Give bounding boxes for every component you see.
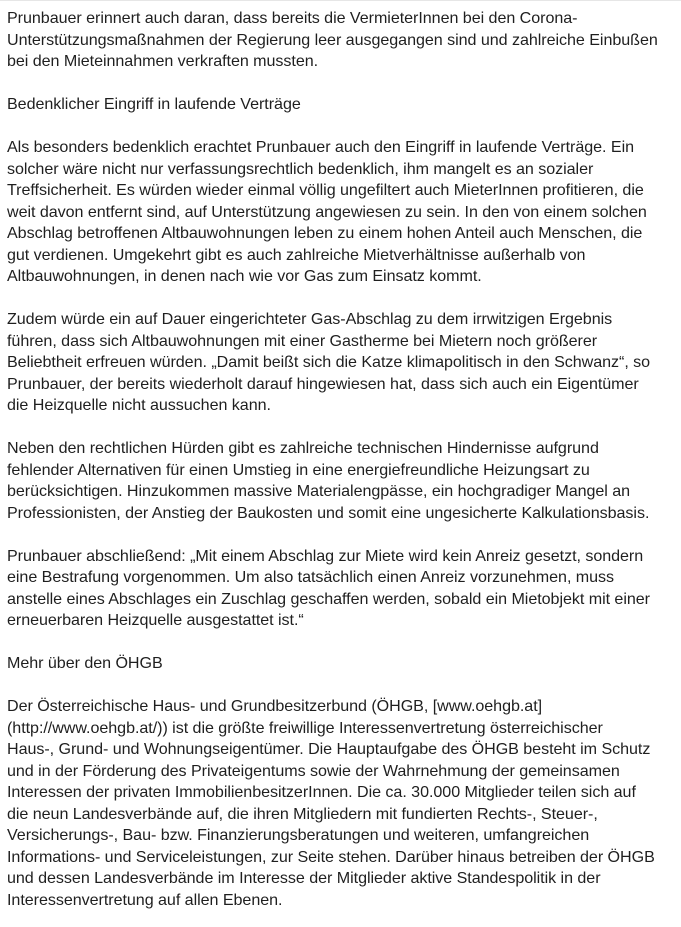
- text-line: berücksichtigen. Hinzukommen massive Materialengpässe, ein hochgradiger Mangel an: [7, 482, 631, 500]
- text-line: Neben den rechtlichen Hürden gibt es zahlreiche technischen Hindernisse aufgrund: [7, 439, 599, 457]
- text-line: eine Bestrafung vorgenommen. Um also tatsächlich einen Anreiz vorzunehmen, muss: [7, 568, 615, 586]
- text-line: gut verdienen. Umgekehrt gibt es auch zahlreiche Mietverhältnisse außerhalb von: [7, 245, 586, 264]
- text-line: anstelle eines Abschlages ein Zuschlag geschaffen werden, sobald ein Mietobjekt mit einer: [7, 589, 650, 608]
- text-line: bei den Mieteinnahmen verkraften mussten.: [7, 52, 319, 70]
- text-line: führen, dass sich Altbauwohnungen mit einer Gastherme bei Mietern noch größerer: [7, 331, 598, 350]
- article-paragraph: [7, 438, 675, 524]
- text-line: Zudem würde ein auf Dauer eingerichteter Gas-Abschlag zu dem irrwitzigen Ergebnis: [7, 310, 613, 328]
- text-line: Altbauwohnungen, in denen nach wie vor Gas zum Einsatz kommt.: [7, 267, 482, 285]
- section-subheading: [7, 653, 675, 675]
- text-line: Haus-, Grund- und Wohnungseigentümer. Die Hauptaufgabe des ÖHGB besteht im Schutz: [7, 740, 651, 758]
- article-paragraph: [7, 546, 675, 632]
- text-line: Professionisten, der Anstieg der Baukosten und somit eine ungesicherte Kalkulationsbasis.: [7, 503, 650, 522]
- section-subheading: [7, 94, 675, 116]
- text-line: Interessenvertretung auf allen Ebenen.: [7, 890, 283, 909]
- text-line: Mehr über den ÖHGB: [7, 654, 163, 672]
- text-line: Der Österreichische Haus- und Grundbesitzerbund (ÖHGB, [www.oehgb.at]: [7, 697, 543, 715]
- text-line: Prunbauer abschließend: „Mit einem Abschlag zur Miete wird kein Anreiz gesetzt, sondern: [7, 546, 644, 565]
- text-line: die neun Landesverbände auf, die ihren Mitgliedern mit fundierten Rechts-, Steuer-,: [7, 804, 598, 823]
- article-paragraph: [7, 309, 675, 417]
- text-line: Prunbauer, der bereits wiederholt darauf hingewiesen hat, dass sich auch ein Eigentümer: [7, 374, 639, 393]
- text-line: Prunbauer erinnert auch daran, dass bereits die VermieterInnen bei den Corona-: [7, 9, 578, 27]
- text-line: und in der Förderung des Privateigentums sowie der Wahrnehmung der gemeinsamen: [7, 761, 620, 780]
- text-line: und dessen Landesverbände im Interesse der Mitglieder aktive Standespolitik in der: [7, 869, 601, 887]
- text-line: erneuerbaren Heizquelle ausgestattet ist.“: [7, 611, 304, 629]
- text-line: weit davon entfernt sind, auf Unterstützung angewiesen zu sein. In den von einem solchen: [7, 202, 647, 221]
- text-line: (http://www.oehgb.at/)) ist die größte freiwillige Interessenvertretung österreichischer: [7, 718, 603, 737]
- article-paragraph: [7, 696, 675, 911]
- text-line: Abschlag betroffenen Altbauwohnungen leben zu einem hohen Anteil auch Menschen, die: [7, 224, 643, 242]
- text-line: Beliebtheit erfreuen würden. „Damit beißt sich die Katze klimapolitisch in den Schwanz“, so: [7, 353, 651, 371]
- article-body: [7, 8, 675, 911]
- text-line: Bedenklicher Eingriff in laufende Verträge: [7, 95, 301, 113]
- text-line: Treffsicherheit. Es würden wieder einmal völlig ungefiltert auch MieterInnen profitieren, die: [7, 181, 644, 199]
- top-divider: [0, 0, 681, 1]
- text-line: Versicherungs-, Bau- bzw. Finanzierungsberatungen und weiteren, umfangreichen: [7, 826, 590, 844]
- article-paragraph: [7, 137, 675, 288]
- article-paragraph: [7, 8, 675, 73]
- text-line: die Heizquelle nicht aussuchen kann.: [7, 396, 271, 414]
- text-line: solcher wäre nicht nur verfassungsrechtlich bedenklich, ihm mangelt es an sozialer: [7, 159, 594, 178]
- text-line: fehlender Alternativen für einen Umstieg in eine energiefreundliche Heizungsart zu: [7, 460, 590, 479]
- text-line: Informations- und Serviceleistungen, zur Seite stehen. Darüber hinaus betreiben der ÖHGB: [7, 847, 655, 866]
- text-line: Als besonders bedenklich erachtet Prunbauer auch den Eingriff in laufende Verträge. Ein: [7, 138, 635, 156]
- text-line: Unterstützungsmaßnahmen der Regierung leer ausgegangen sind und zahlreiche Einbußen: [7, 30, 658, 49]
- text-line: Interessen der privaten ImmobilienbesitzerInnen. Die ca. 30.000 Mitglieder teilen sich auf: [7, 783, 636, 801]
